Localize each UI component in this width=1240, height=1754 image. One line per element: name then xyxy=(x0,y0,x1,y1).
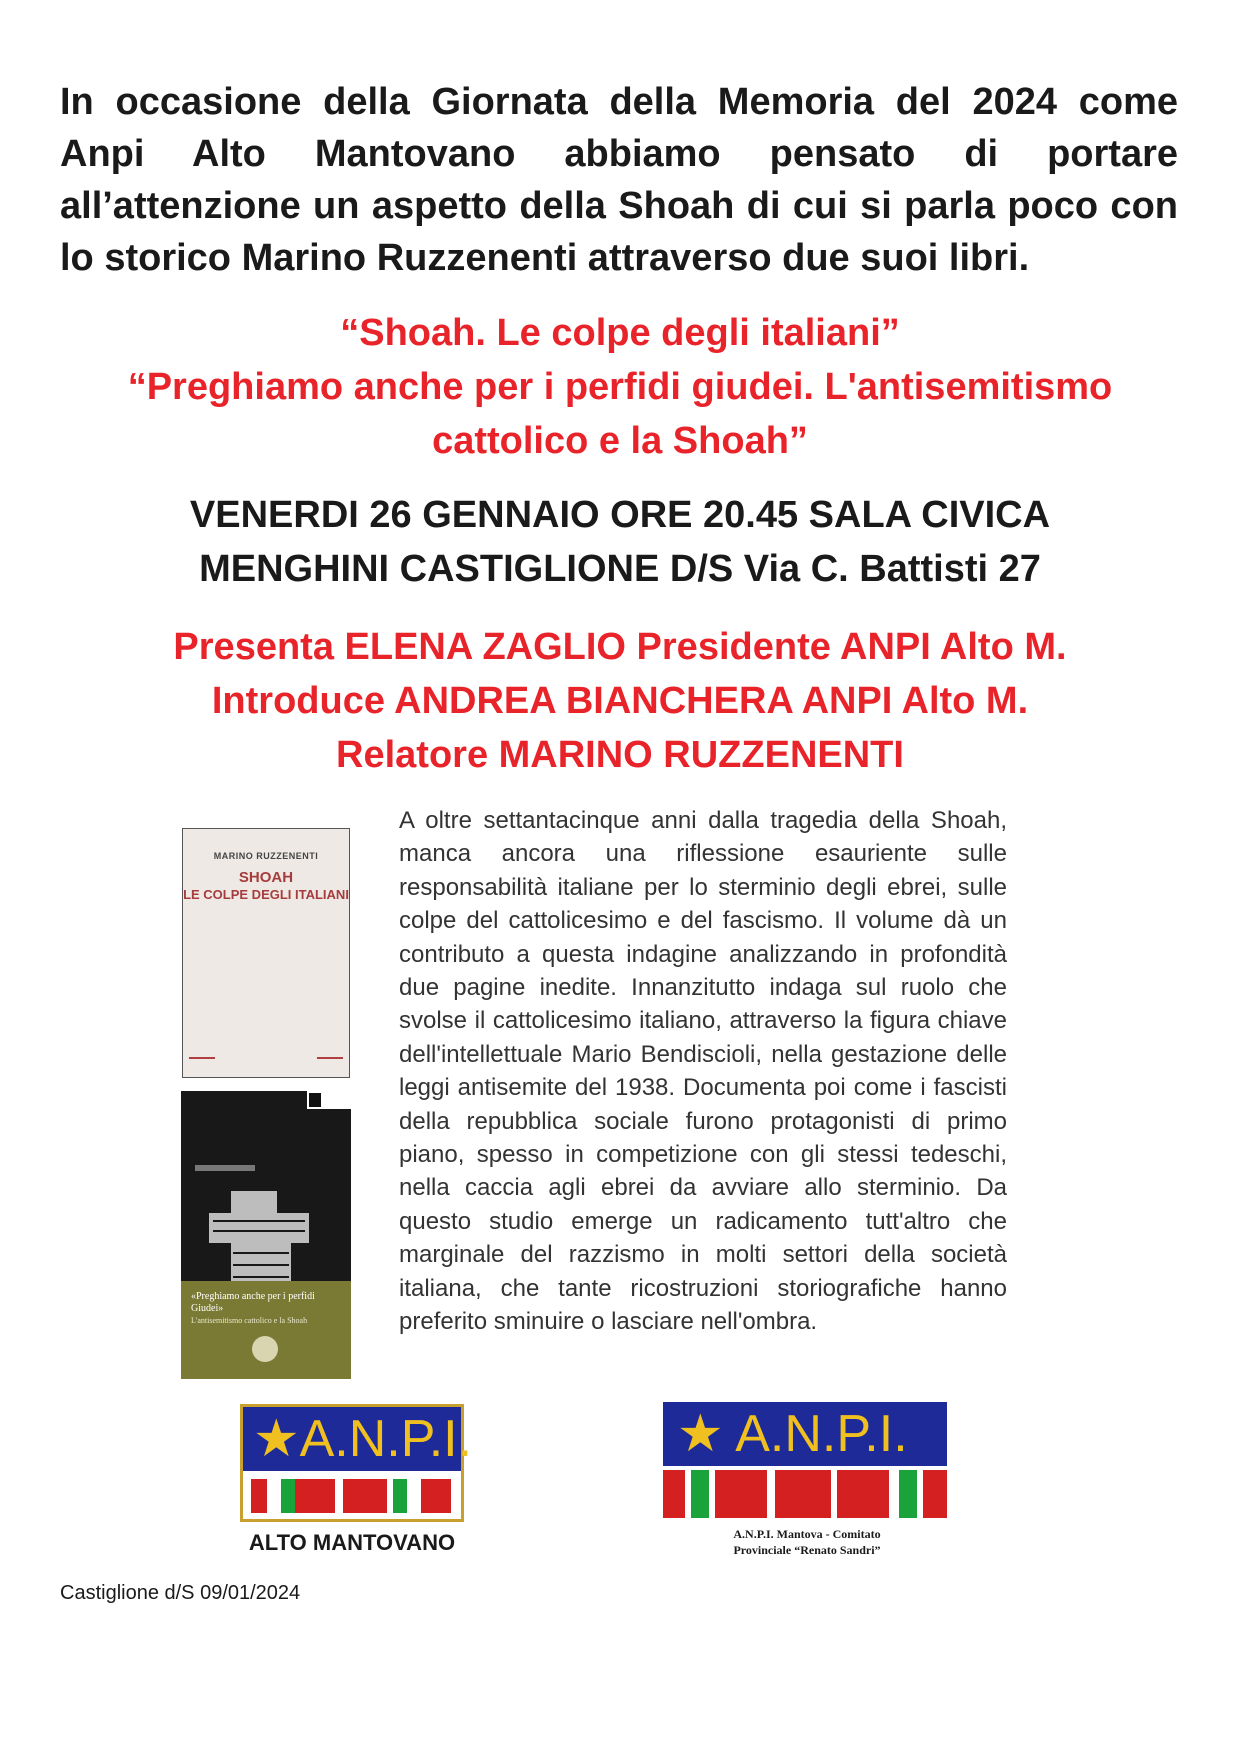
speaker-presenter: Presenta ELENA ZAGLIO Presidente ANPI Alto M. xyxy=(173,626,1067,668)
speaker-lecturer: Relatore MARINO RUZZENENTI xyxy=(336,734,904,776)
event-details xyxy=(40,488,1200,596)
speakers xyxy=(40,620,1200,782)
anpi-mantova-caption-line2: Provinciale “Renato Sandri” xyxy=(733,1543,881,1557)
book-cover-preghiamo xyxy=(181,1091,351,1379)
anpi-mantova-caption-line1: A.N.P.I. Mantova - Comitato xyxy=(733,1527,881,1541)
book-cover-shoah xyxy=(182,828,350,1078)
book1-title-line1: SHOAH xyxy=(238,869,294,886)
book1-footer-marks xyxy=(189,1057,343,1059)
book2-emblem xyxy=(252,1336,278,1362)
book1-author: MARINO RUZZENENTI xyxy=(213,851,319,861)
footer-place-date: Castiglione d/S 09/01/2024 xyxy=(60,1582,301,1604)
event-venue-line: MENGHINI CASTIGLIONE D/S Via C. Battisti 27 xyxy=(199,548,1041,590)
book1-title-line2: LE COLPE DEGLI ITALIANI xyxy=(183,887,349,902)
book2-title: «Preghiamo anche per i perfidi Giudei» xyxy=(191,1291,315,1314)
publisher-logo xyxy=(307,1091,351,1109)
italian-flag-stripes xyxy=(243,1471,461,1519)
alto-mantovano-caption: ALTO MANTOVANO xyxy=(248,1530,456,1555)
book-title-1: “Shoah. Le colpe degli italiani” xyxy=(340,312,900,354)
book-title-2-line2: cattolico e la Shoah” xyxy=(432,420,808,462)
anpi-mantova-caption xyxy=(672,1526,942,1558)
book-titles xyxy=(40,306,1200,468)
book-summary: A oltre settantacinque anni dalla tragedia della Shoah, manca ancora una riflessione esauriente sulle responsabilità italiane per lo sterminio degli ebrei, sulle colpe del cattolicesimo e del fascismo. Il volume dà un contributo a questa indagine analizzando in profondità due pagine inedite. Innanzitutto indaga sul ruolo che svolse il cattolicesimo italiano, attraverso la figura chiave dell'intellettuale Mario Bendiscioli, nella gestazione delle leggi antisemite del 1938. Documenta poi come i fascisti della repubblica sociale furono protagonisti di primo piano, spesso in competizione con gli stessi tedeschi, nella caccia agli ebrei da avviare allo sterminio. Da questo studio emerge un radicamento tutt'altro che marginale del razzismo in molti settori della società italiana, che tante ricostruzioni storiografiche hanno preferito sminuire o lasciare nell'ombra. xyxy=(399,807,1007,1336)
anpi-alto-mantovano-logo xyxy=(240,1404,473,1522)
intro-paragraph: In occasione della Giornata della Memoria del 2024 come Anpi Alto Mantovano abbiamo pensato di portare all’attenzione un aspetto della Shoah di cui si parla poco con lo storico Marino Ruzzenenti attraverso due suoi libri. xyxy=(60,81,1178,279)
book-title-2-line1: “Preghiamo anche per i perfidi giudei. L'antisemitismo xyxy=(127,366,1113,408)
anpi-mantova-logo xyxy=(663,1402,947,1518)
book2-author-bar xyxy=(195,1165,255,1171)
speaker-introducer: Introduce ANDREA BIANCHERA ANPI Alto M. xyxy=(211,680,1029,722)
anpi-logo-text: ★A.N.P.I. xyxy=(253,1410,473,1468)
italian-flag-stripes xyxy=(663,1466,947,1518)
anpi-logo-text: ★ A.N.P.I. xyxy=(677,1405,908,1463)
event-date-line: VENERDI 26 GENNAIO ORE 20.45 SALA CIVICA xyxy=(189,494,1051,536)
book2-subtitle: L'antisemitismo cattolico e la Shoah xyxy=(191,1316,308,1325)
